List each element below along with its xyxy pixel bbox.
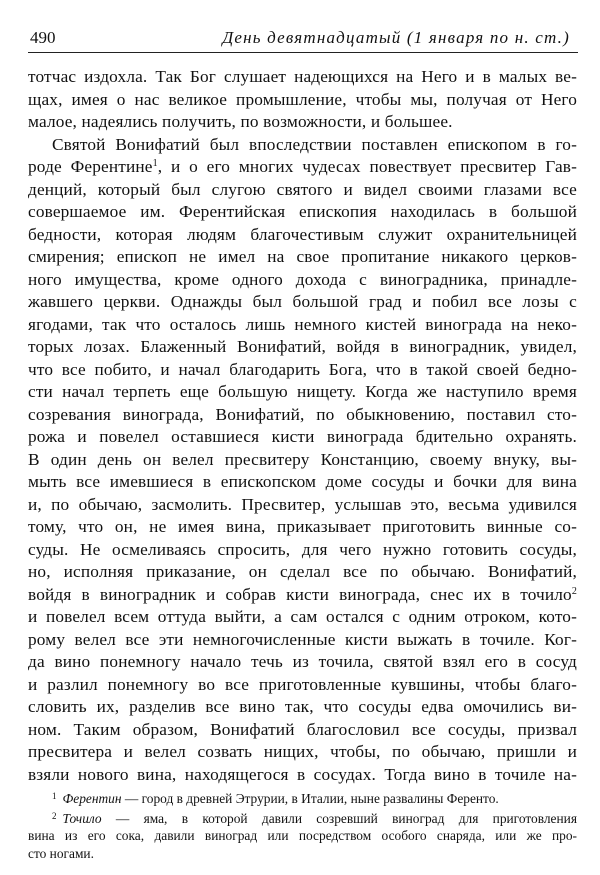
footnote-2	[28, 808, 577, 828]
text-line: смирения; епископ не имел на свое пропитание никакого церков-	[28, 247, 577, 266]
footnote-2-text: — яма, в которой давили созревший виноград для приготовления	[115, 810, 577, 826]
footnote-reference-1[interactable]: 1	[152, 158, 158, 169]
text-line: пресвитера и велел созвать нищих, чтобы, по обычаю, пришли и	[28, 742, 577, 761]
text-line: словить их, разделив все вино так, что сосуды едва омочились ви-	[28, 697, 577, 716]
footnote-1-mark: 1	[52, 791, 57, 801]
text-line: тому, что он, не имея вина, приказывает приготовить винные со-	[28, 517, 577, 536]
text-line: мыть все имевшиеся в епископском доме сосуды и бочки для вина	[28, 472, 577, 491]
text-line-with-footnote	[28, 156, 577, 179]
text-line: рожа и повелел оставшиеся кисти винограда бдительно охранять.	[28, 427, 577, 446]
text-line: совершаемое им. Ферентийская епископия находилась в большой	[28, 202, 577, 221]
text-line: щах, имея о нас великое промышление, чтобы мы, получая от Него	[28, 89, 577, 109]
footnote-1-term: Ферентин	[62, 791, 122, 806]
text-line: Святой Вонифатий был впоследствии поставлен епископом в го-	[52, 134, 577, 154]
body-text	[28, 66, 577, 786]
text-line: суды. Не осмеливаясь спросить, для чего нужно готовить сосуды,	[28, 539, 577, 559]
footnote-2-continued: сто ногами.	[28, 845, 94, 861]
text-fragment: войдя в виноградник и собрав кисти винограда, снес их в точило	[28, 584, 572, 604]
text-line: тотчас издохла. Так Бог слушает надеющихся на Него и в малых ве-	[28, 67, 577, 86]
text-line: рому велел все эти немногочисленные кисти выжать в точиле. Ког-	[28, 629, 577, 649]
page-header	[28, 26, 576, 50]
text-line: ягодами, так что осталось лишь немного кистей винограда на неко-	[28, 314, 577, 334]
text-line: торых лозах. Блаженный Вонифатий, войдя в виноградник, увидел,	[28, 337, 577, 356]
text-line: и, по обычаю, засмолить. Пресвитер, услышав это, весьма удивился	[28, 494, 577, 514]
footnotes	[28, 788, 577, 862]
text-line: и повелел всем оттуда выйти, а сам остался с одним отроком, кото-	[28, 607, 577, 626]
footnote-1-text: — город в древней Этрурии, в Италии, ныне развалины Ференто.	[124, 791, 499, 806]
text-fragment: , и о его многих чудесах повествует пресвитер Гав-	[157, 157, 577, 176]
footnote-2-mark: 2	[52, 810, 57, 821]
header-rule	[28, 52, 578, 53]
page-number: 490	[30, 28, 56, 47]
text-line: сти начал терпеть еще большую нищету. Когда же наступило время	[28, 382, 577, 401]
text-line: малое, надеялись получить, по возможности, и большее.	[28, 112, 453, 131]
text-line: В один день он велел пресвитеру Констанцию, своему внуку, вы-	[28, 449, 577, 469]
running-title: День девятнадцатый (1 января по н. ст.)	[222, 28, 570, 47]
footnote-reference-2[interactable]: 2	[571, 585, 577, 597]
footnote-2-term: Точило	[62, 810, 102, 826]
text-line: взяли нового вина, находящегося в сосудах. Тогда вино в точиле на-	[28, 764, 577, 784]
text-fragment: роде Ферентине	[28, 157, 153, 176]
text-line-with-footnote	[28, 584, 577, 607]
text-line: но, исполняя приказание, он сделал все по обычаю. Вонифатий,	[28, 562, 577, 581]
text-line: денций, который был слугою святого и видел своими глазами все	[28, 179, 577, 199]
text-line: бедности, которая людям благочестивым служит охранительницей	[28, 224, 577, 244]
text-line: созревания винограда, Вонифатий, по обыкновению, поставил сто-	[28, 404, 577, 424]
text-line: жавшего церкви. Однажды был большой град и побил все лозы с	[28, 292, 577, 311]
text-line: ного имущества, кроме одного дохода с виноградника, принадле-	[28, 269, 577, 289]
footnote-2-continued: вина из его сока, давили виноград или посредством особого снаряда, или же про-	[28, 828, 577, 843]
footnote-1	[28, 788, 577, 808]
text-line: да вино понемногу начало течь из точила, святой взял его в сосуд	[28, 652, 577, 671]
text-line: ном. Таким образом, Вонифатий благословил все сосуды, призвал	[28, 719, 577, 739]
text-line: что все побито, и начал благодарить Бога, что в такой своей бедно-	[28, 359, 577, 379]
text-line: и разлил понемногу во все приготовленные кувшины, чтобы благо-	[28, 674, 577, 694]
